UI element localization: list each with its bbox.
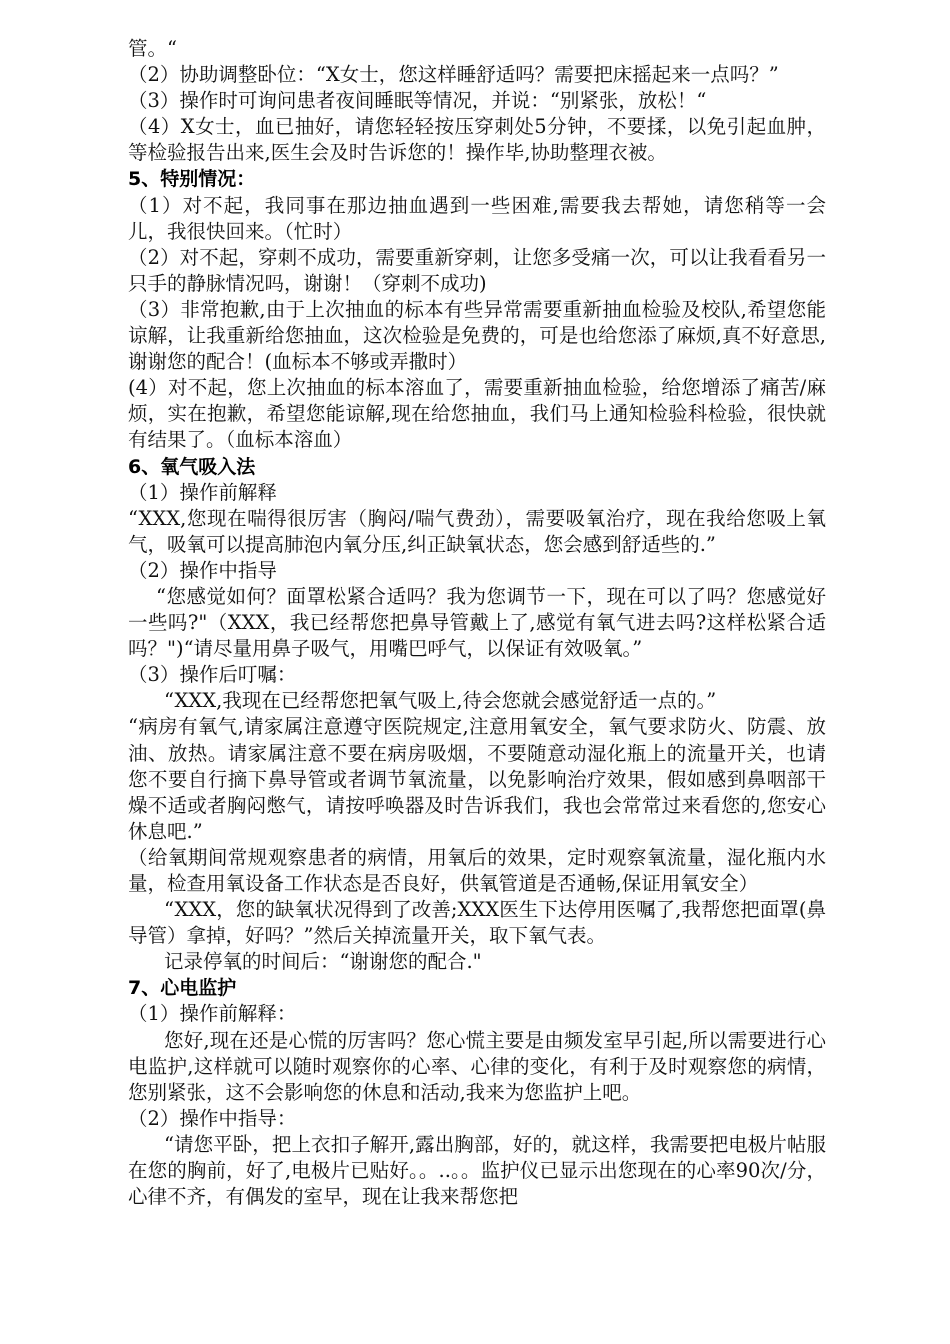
paragraph-1: 管。“ [128,37,177,60]
paragraph-7: （3）非常抱歉,由于上次抽血的标本有些异常需要重新抽血检验及校队,希望您能谅解，让我重新给您抽血，这次检验是免费的，可是也给您添了麻烦,真不好意思,谢谢您的配合！(血标本不够或弄撒时） [128,297,826,374]
paragraph-5: （1）对不起，我同事在那边抽血遇到一些困难,需要我去帮她，请您稍等一会儿，我很快回来。（忙时） [128,193,826,243]
paragraph-12: “您感觉如何？面罩松紧合适吗？我为您调节一下，现在可以了吗？您感觉好一些吗?"（XXX，我已经帮您把鼻导管戴上了,感觉有氧气进去吗?这样松紧合适吗？")“请尽量用鼻子吸气，用嘴巴呼气，以保证有效吸氧。” [128,584,826,661]
paragraph-17: “XXX，您的缺氧状况得到了改善;XXX医生下达停用医嘱了,我帮您把面罩(鼻导管）拿掉，好吗？”然后关掉流量开关，取下氧气表。 [128,898,826,948]
paragraph-11: （2）操作中指导 [128,558,277,582]
paragraph-10: “XXX,您现在喘得很厉害（胸闷/喘气费劲），需要吸氧治疗，现在我给您吸上氧气，吸氧可以提高肺泡内氧分压,纠正缺氧状态，您会感到舒适些的.” [128,506,826,556]
paragraph-16: （给氧期间常规观察患者的病情，用氧后的效果，定时观察氧流量，湿化瓶内水量，检查用氧设备工作状态是否良好，供氧管道是否通畅,保证用氧安全） [128,845,826,895]
section-heading-oxygen: 6、氧气吸入法 [128,455,256,478]
paragraph-18: 记录停氧的时间后：“谢谢您的配合." [164,950,482,974]
paragraph-15: “病房有氧气,请家属注意遵守医院规定,注意用氧安全，氧气要求防火、防震、放油、放热。请家属注意不要在病房吸烟，不要随意动湿化瓶上的流量开关，也请您不要自行摘下鼻导管或者调节氧流量，以免影响治疗效果，假如感到鼻咽部干燥不适或者胸闷憋气，请按呼唤器及时告诉我们，我也会常常过来看您的,您安心休息吧.” [128,715,826,843]
section-heading-ecg: 7、心电监护 [128,977,237,1000]
paragraph-21: （2）操作中指导： [128,1106,297,1130]
document-page [128,36,826,1210]
paragraph-14: “XXX,我现在已经帮您把氧气吸上,待会您就会感觉舒适一点的。” [164,689,717,713]
paragraph-20: 您好,现在还是心慌的厉害吗？您心慌主要是由频发室早引起,所以需要进行心电监护,这样就可以随时观察你的心率、心律的变化，有利于及时观察您的病情，您别紧张，这不会影响您的休息和活动,我来为您监护上吧。 [128,1028,826,1104]
paragraph-6: （2）对不起，穿刺不成功，需要重新穿刺，让您多受痛一次，可以让我看看另一只手的静脉情况吗，谢谢！（穿刺不成功) [128,245,826,295]
section-heading-special-cases: 5、特别情况： [128,168,256,191]
paragraph-22: “请您平卧，把上衣扣子解开,露出胸部，好的，就这样，我需要把电极片帖服在您的胸前，好了,电极片已贴好。。..。。监护仪已显示出您现在的心率90次/分，心律不齐，有偶发的室早，现在让我来帮您把 [128,1132,826,1209]
paragraph-4: （4）X女士，血已抽好，请您轻轻按压穿刺处5分钟，不要揉，以免引起血肿，等检验报告出来,医生会及时告诉您的！操作毕,协助整理衣被。 [128,115,826,165]
paragraph-19: （1）操作前解释： [128,1002,297,1026]
paragraph-3: （3）操作时可询问患者夜间睡眠等情况，并说：“别紧张，放松！“ [128,89,707,113]
paragraph-9: （1）操作前解释 [128,480,277,504]
paragraph-8: (4）对不起，您上次抽血的标本溶血了，需要重新抽血检验，给您增添了痛苦/麻烦，实在抱歉，希望您能谅解,现在给您抽血，我们马上通知检验科检验，很快就有结果了。（血标本溶血） [128,376,826,452]
paragraph-2: （2）协助调整卧位：“X女士，您这样睡舒适吗？需要把床摇起来一点吗？” [128,63,779,87]
paragraph-13: （3）操作后叮嘱： [128,663,297,687]
